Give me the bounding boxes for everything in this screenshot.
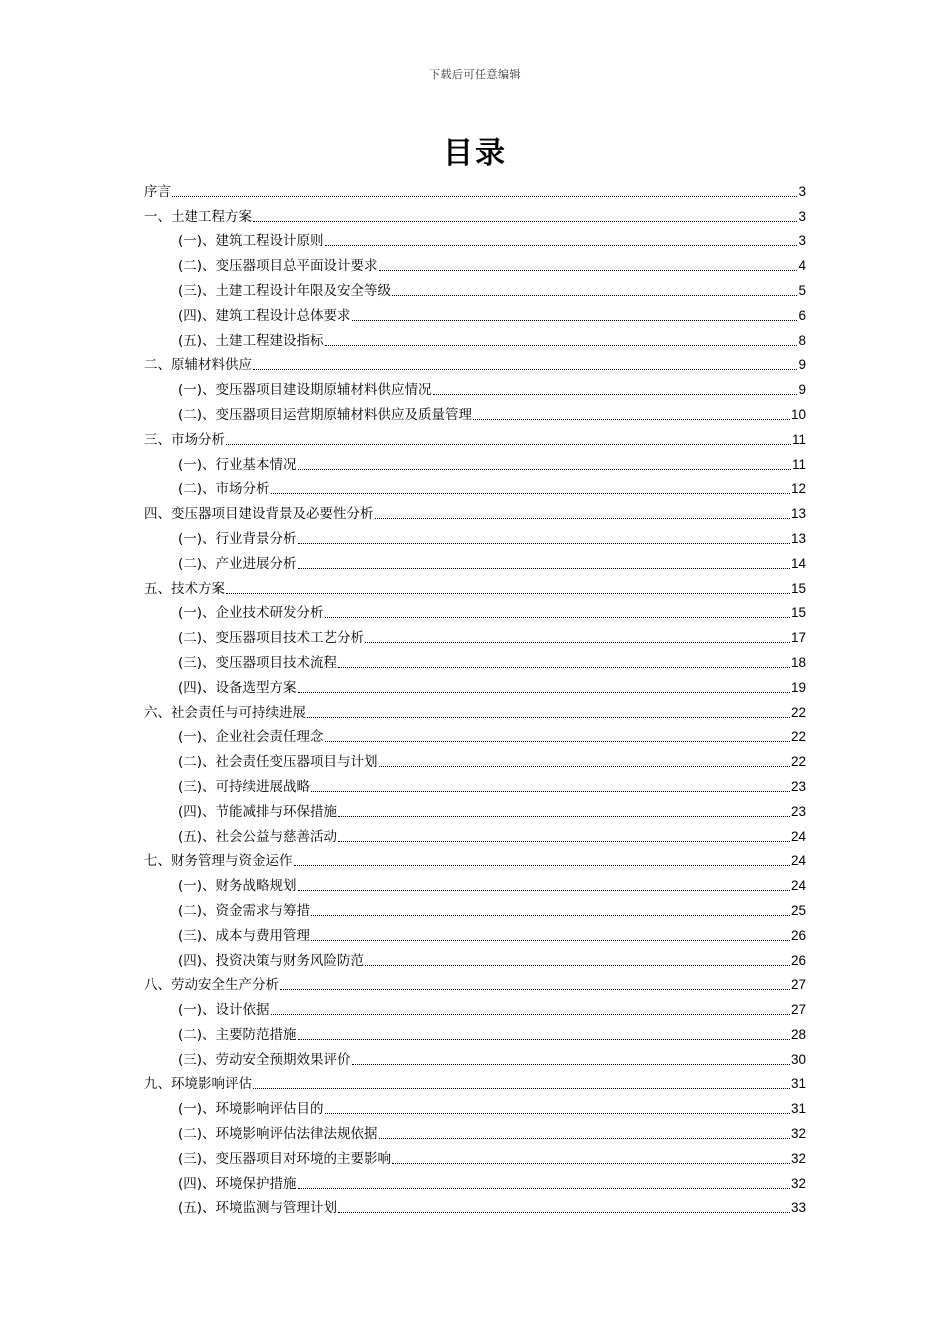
toc-page-number[interactable]: 31 <box>790 1101 806 1117</box>
toc-entry-title[interactable]: (一)、企业社会责任理念 <box>178 729 324 746</box>
toc-entry-title[interactable]: (四)、投资决策与财务风险防范 <box>178 952 365 969</box>
toc-page-number[interactable]: 14 <box>790 555 806 571</box>
toc-page-number[interactable]: 22 <box>790 729 806 745</box>
toc-dot-leader <box>338 816 790 817</box>
toc-dot-leader <box>172 196 797 197</box>
toc-dot-leader <box>392 295 797 296</box>
toc-dot-leader <box>365 965 790 966</box>
toc-dot-leader <box>307 717 790 718</box>
toc-page-number[interactable]: 27 <box>790 1002 806 1018</box>
toc-entry-title[interactable]: (三)、变压器项目对环境的主要影响 <box>178 1150 392 1167</box>
toc-dot-leader <box>298 1188 790 1189</box>
toc-dot-leader <box>294 865 790 866</box>
toc-dot-leader <box>352 1064 790 1065</box>
toc-dot-leader <box>352 320 798 321</box>
toc-section-entry[interactable] <box>144 621 806 646</box>
toc-section-entry[interactable] <box>144 299 806 324</box>
toc-dot-leader <box>280 989 790 990</box>
toc-page-number[interactable]: 32 <box>790 1175 806 1191</box>
toc-entry-title[interactable]: (二)、社会责任变压器项目与计划 <box>178 754 378 771</box>
toc-page-number[interactable]: 32 <box>790 1126 806 1142</box>
toc-entry-title[interactable]: (二)、产业进展分析 <box>178 555 297 572</box>
toc-dot-leader <box>271 1014 790 1015</box>
toc-dot-leader <box>311 915 790 916</box>
toc-dot-leader <box>253 369 797 370</box>
toc-dot-leader <box>325 741 790 742</box>
toc-section-entry[interactable] <box>144 225 806 250</box>
toc-entry-title[interactable]: (一)、财务战略规划 <box>178 878 297 895</box>
toc-entry-title[interactable]: (四)、设备选型方案 <box>178 679 297 696</box>
toc-chapter-entry[interactable] <box>144 423 806 448</box>
toc-page-number[interactable]: 33 <box>790 1200 806 1216</box>
toc-dot-leader <box>338 1212 790 1213</box>
toc-section-entry[interactable] <box>144 373 806 398</box>
toc-dot-leader <box>253 221 797 222</box>
toc-section-entry[interactable] <box>144 770 806 795</box>
toc-entry-title[interactable]: (二)、变压器项目总平面设计要求 <box>178 258 378 275</box>
toc-section-entry[interactable] <box>144 1167 806 1192</box>
toc-section-entry[interactable] <box>144 398 806 423</box>
toc-section-entry[interactable] <box>144 448 806 473</box>
toc-dot-leader <box>226 593 790 594</box>
toc-page-number[interactable]: 22 <box>790 754 806 770</box>
toc-page-number[interactable]: 11 <box>791 456 806 472</box>
toc-dot-leader <box>379 270 798 271</box>
toc-dot-leader <box>338 841 790 842</box>
toc-entry-title[interactable]: (三)、可持续进展战略 <box>178 778 311 795</box>
toc-page-number[interactable]: 32 <box>790 1150 806 1166</box>
toc-page-number[interactable]: 24 <box>790 878 806 894</box>
toc-chapter-entry[interactable] <box>144 572 806 597</box>
toc-entry-title[interactable]: 八、劳动安全生产分析 <box>144 977 279 994</box>
toc-section-entry[interactable] <box>144 671 806 696</box>
toc-dot-leader <box>392 1163 790 1164</box>
toc-page-number[interactable]: 26 <box>790 952 806 968</box>
toc-chapter-entry[interactable] <box>144 969 806 994</box>
toc-page-number[interactable]: 6 <box>798 307 806 323</box>
toc-entry-title[interactable]: (三)、成本与费用管理 <box>178 927 311 944</box>
toc-dot-leader <box>298 1039 790 1040</box>
toc-chapter-entry[interactable] <box>144 497 806 522</box>
toc-section-entry[interactable] <box>144 1117 806 1142</box>
toc-page-number[interactable]: 15 <box>790 580 806 596</box>
toc-dot-leader <box>298 692 790 693</box>
toc-page-number[interactable]: 13 <box>790 530 806 546</box>
toc-section-entry[interactable] <box>144 1092 806 1117</box>
toc-entry-title[interactable]: (四)、建筑工程设计总体要求 <box>178 307 351 324</box>
toc-entry-title[interactable]: (五)、环境监测与管理计划 <box>178 1200 338 1217</box>
toc-entry-title[interactable]: 五、技术方案 <box>144 580 225 597</box>
toc-entry-title[interactable]: (一)、行业基本情况 <box>178 456 297 473</box>
toc-dot-leader <box>226 444 791 445</box>
toc-entry-title[interactable]: (一)、企业技术研发分析 <box>178 605 324 622</box>
toc-dot-leader <box>433 394 798 395</box>
toc-section-entry[interactable] <box>144 473 806 498</box>
toc-dot-leader <box>325 617 790 618</box>
toc-entry-title[interactable]: (一)、行业背景分析 <box>178 530 297 547</box>
toc-entry-title[interactable]: (三)、土建工程设计年限及安全等级 <box>178 282 392 299</box>
toc-page-number[interactable]: 25 <box>790 902 806 918</box>
toc-section-entry[interactable] <box>144 274 806 299</box>
toc-page-number[interactable]: 10 <box>790 406 806 422</box>
toc-entry-title[interactable]: 序言 <box>144 183 171 200</box>
toc-section-entry[interactable] <box>144 1192 806 1217</box>
toc-section-entry[interactable] <box>144 894 806 919</box>
toc-page-number[interactable]: 23 <box>790 803 806 819</box>
toc-entry-title[interactable]: (二)、变压器项目运营期原辅材料供应及质量管理 <box>178 406 473 423</box>
toc-page-number[interactable]: 17 <box>790 630 806 646</box>
toc-dot-leader <box>298 543 790 544</box>
toc-entry-title[interactable]: (三)、变压器项目技术流程 <box>178 654 338 671</box>
toc-entry-title[interactable]: 七、财务管理与资金运作 <box>144 853 293 870</box>
toc-page-number[interactable]: 3 <box>798 183 806 199</box>
toc-dot-leader <box>325 245 798 246</box>
toc-entry-title[interactable]: (五)、社会公益与慈善活动 <box>178 828 338 845</box>
toc-entry-title[interactable]: 六、社会责任与可持续进展 <box>144 704 306 721</box>
toc-section-entry[interactable] <box>144 597 806 622</box>
toc-dot-leader <box>365 642 790 643</box>
toc-page-number[interactable]: 4 <box>798 258 806 274</box>
toc-page-number[interactable]: 9 <box>798 357 806 373</box>
toc-dot-leader <box>253 1088 790 1089</box>
toc-page-number[interactable]: 26 <box>790 927 806 943</box>
toc-page-number[interactable]: 11 <box>791 431 806 447</box>
toc-entry-title[interactable]: (一)、设计依据 <box>178 1002 270 1019</box>
toc-page-number[interactable]: 9 <box>798 382 806 398</box>
toc-dot-leader <box>271 493 790 494</box>
toc-dot-leader <box>379 766 790 767</box>
toc-section-entry[interactable] <box>144 721 806 746</box>
toc-entry-title[interactable]: (二)、市场分析 <box>178 481 270 498</box>
toc-section-entry[interactable] <box>144 1142 806 1167</box>
toc-section-entry[interactable] <box>144 919 806 944</box>
toc-page-number[interactable]: 5 <box>798 282 806 298</box>
toc-chapter-entry[interactable] <box>144 200 806 225</box>
toc-page-number[interactable]: 23 <box>790 778 806 794</box>
toc-page-number[interactable]: 27 <box>790 977 806 993</box>
toc-chapter-entry[interactable] <box>144 1068 806 1093</box>
toc-section-entry[interactable] <box>144 522 806 547</box>
toc-entry-title[interactable]: (一)、变压器项目建设期原辅材料供应情况 <box>178 382 432 399</box>
toc-page-number[interactable]: 12 <box>790 481 806 497</box>
toc-dot-leader <box>298 469 791 470</box>
toc-dot-leader <box>325 345 798 346</box>
toc-section-entry[interactable] <box>144 547 806 572</box>
toc-dot-leader <box>298 890 790 891</box>
toc-entry-title[interactable]: 三、市场分析 <box>144 431 225 448</box>
toc-list <box>144 175 806 1216</box>
toc-entry-title[interactable]: 一、土建工程方案 <box>144 208 252 225</box>
toc-page-number[interactable]: 22 <box>790 704 806 720</box>
toc-section-entry[interactable] <box>144 324 806 349</box>
toc-page-number[interactable]: 18 <box>790 654 806 670</box>
toc-dot-leader <box>379 1138 790 1139</box>
toc-entry-title[interactable]: (三)、劳动安全预期效果评价 <box>178 1051 351 1068</box>
toc-page-number[interactable]: 3 <box>798 208 806 224</box>
toc-entry-title[interactable]: (二)、主要防范措施 <box>178 1026 297 1043</box>
toc-entry-title[interactable]: (四)、环境保护措施 <box>178 1175 297 1192</box>
toc-entry-title[interactable]: 二、原辅材料供应 <box>144 357 252 374</box>
toc-section-entry[interactable] <box>144 869 806 894</box>
toc-chapter-entry[interactable] <box>144 696 806 721</box>
header-note: 下载后可任意编辑 <box>429 68 521 81</box>
toc-chapter-entry[interactable] <box>144 349 806 374</box>
toc-page-number[interactable]: 24 <box>790 853 806 869</box>
toc-dot-leader <box>311 791 790 792</box>
toc-entry-title[interactable]: 九、环境影响评估 <box>144 1076 252 1093</box>
toc-dot-leader <box>338 667 790 668</box>
toc-page-number[interactable]: 28 <box>790 1026 806 1042</box>
toc-entry-title[interactable]: (二)、变压器项目技术工艺分析 <box>178 630 365 647</box>
toc-dot-leader <box>325 1113 790 1114</box>
toc-dot-leader <box>375 518 790 519</box>
toc-section-entry[interactable] <box>144 993 806 1018</box>
toc-page-number[interactable]: 24 <box>790 828 806 844</box>
toc-title: 目录 <box>443 136 507 171</box>
toc-section-entry[interactable] <box>144 795 806 820</box>
toc-entry-title[interactable]: (二)、环境影响评估法律法规依据 <box>178 1126 378 1143</box>
toc-page-number[interactable]: 31 <box>790 1076 806 1092</box>
toc-page-number[interactable]: 13 <box>790 506 806 522</box>
toc-dot-leader <box>311 940 790 941</box>
toc-page-number[interactable]: 8 <box>798 332 806 348</box>
toc-section-entry[interactable] <box>144 646 806 671</box>
toc-page-number[interactable]: 3 <box>798 233 806 249</box>
toc-page-number[interactable]: 19 <box>790 679 806 695</box>
toc-entry-title[interactable]: (五)、土建工程建设指标 <box>178 332 324 349</box>
toc-entry-title[interactable]: (四)、节能减排与环保措施 <box>178 803 338 820</box>
toc-section-entry[interactable] <box>144 249 806 274</box>
toc-chapter-entry[interactable] <box>144 845 806 870</box>
toc-entry-title[interactable]: (二)、资金需求与筹措 <box>178 902 311 919</box>
toc-entry-title[interactable]: (一)、建筑工程设计原则 <box>178 233 324 250</box>
toc-section-entry[interactable] <box>144 1043 806 1068</box>
toc-dot-leader <box>473 419 790 420</box>
toc-section-entry[interactable] <box>144 745 806 770</box>
toc-page-number[interactable]: 30 <box>790 1051 806 1067</box>
toc-chapter-entry[interactable] <box>144 175 806 200</box>
toc-page-number[interactable]: 15 <box>790 605 806 621</box>
toc-dot-leader <box>298 568 790 569</box>
toc-section-entry[interactable] <box>144 944 806 969</box>
toc-section-entry[interactable] <box>144 1018 806 1043</box>
toc-entry-title[interactable]: (一)、环境影响评估目的 <box>178 1101 324 1118</box>
toc-section-entry[interactable] <box>144 820 806 845</box>
toc-entry-title[interactable]: 四、变压器项目建设背景及必要性分析 <box>144 506 374 523</box>
